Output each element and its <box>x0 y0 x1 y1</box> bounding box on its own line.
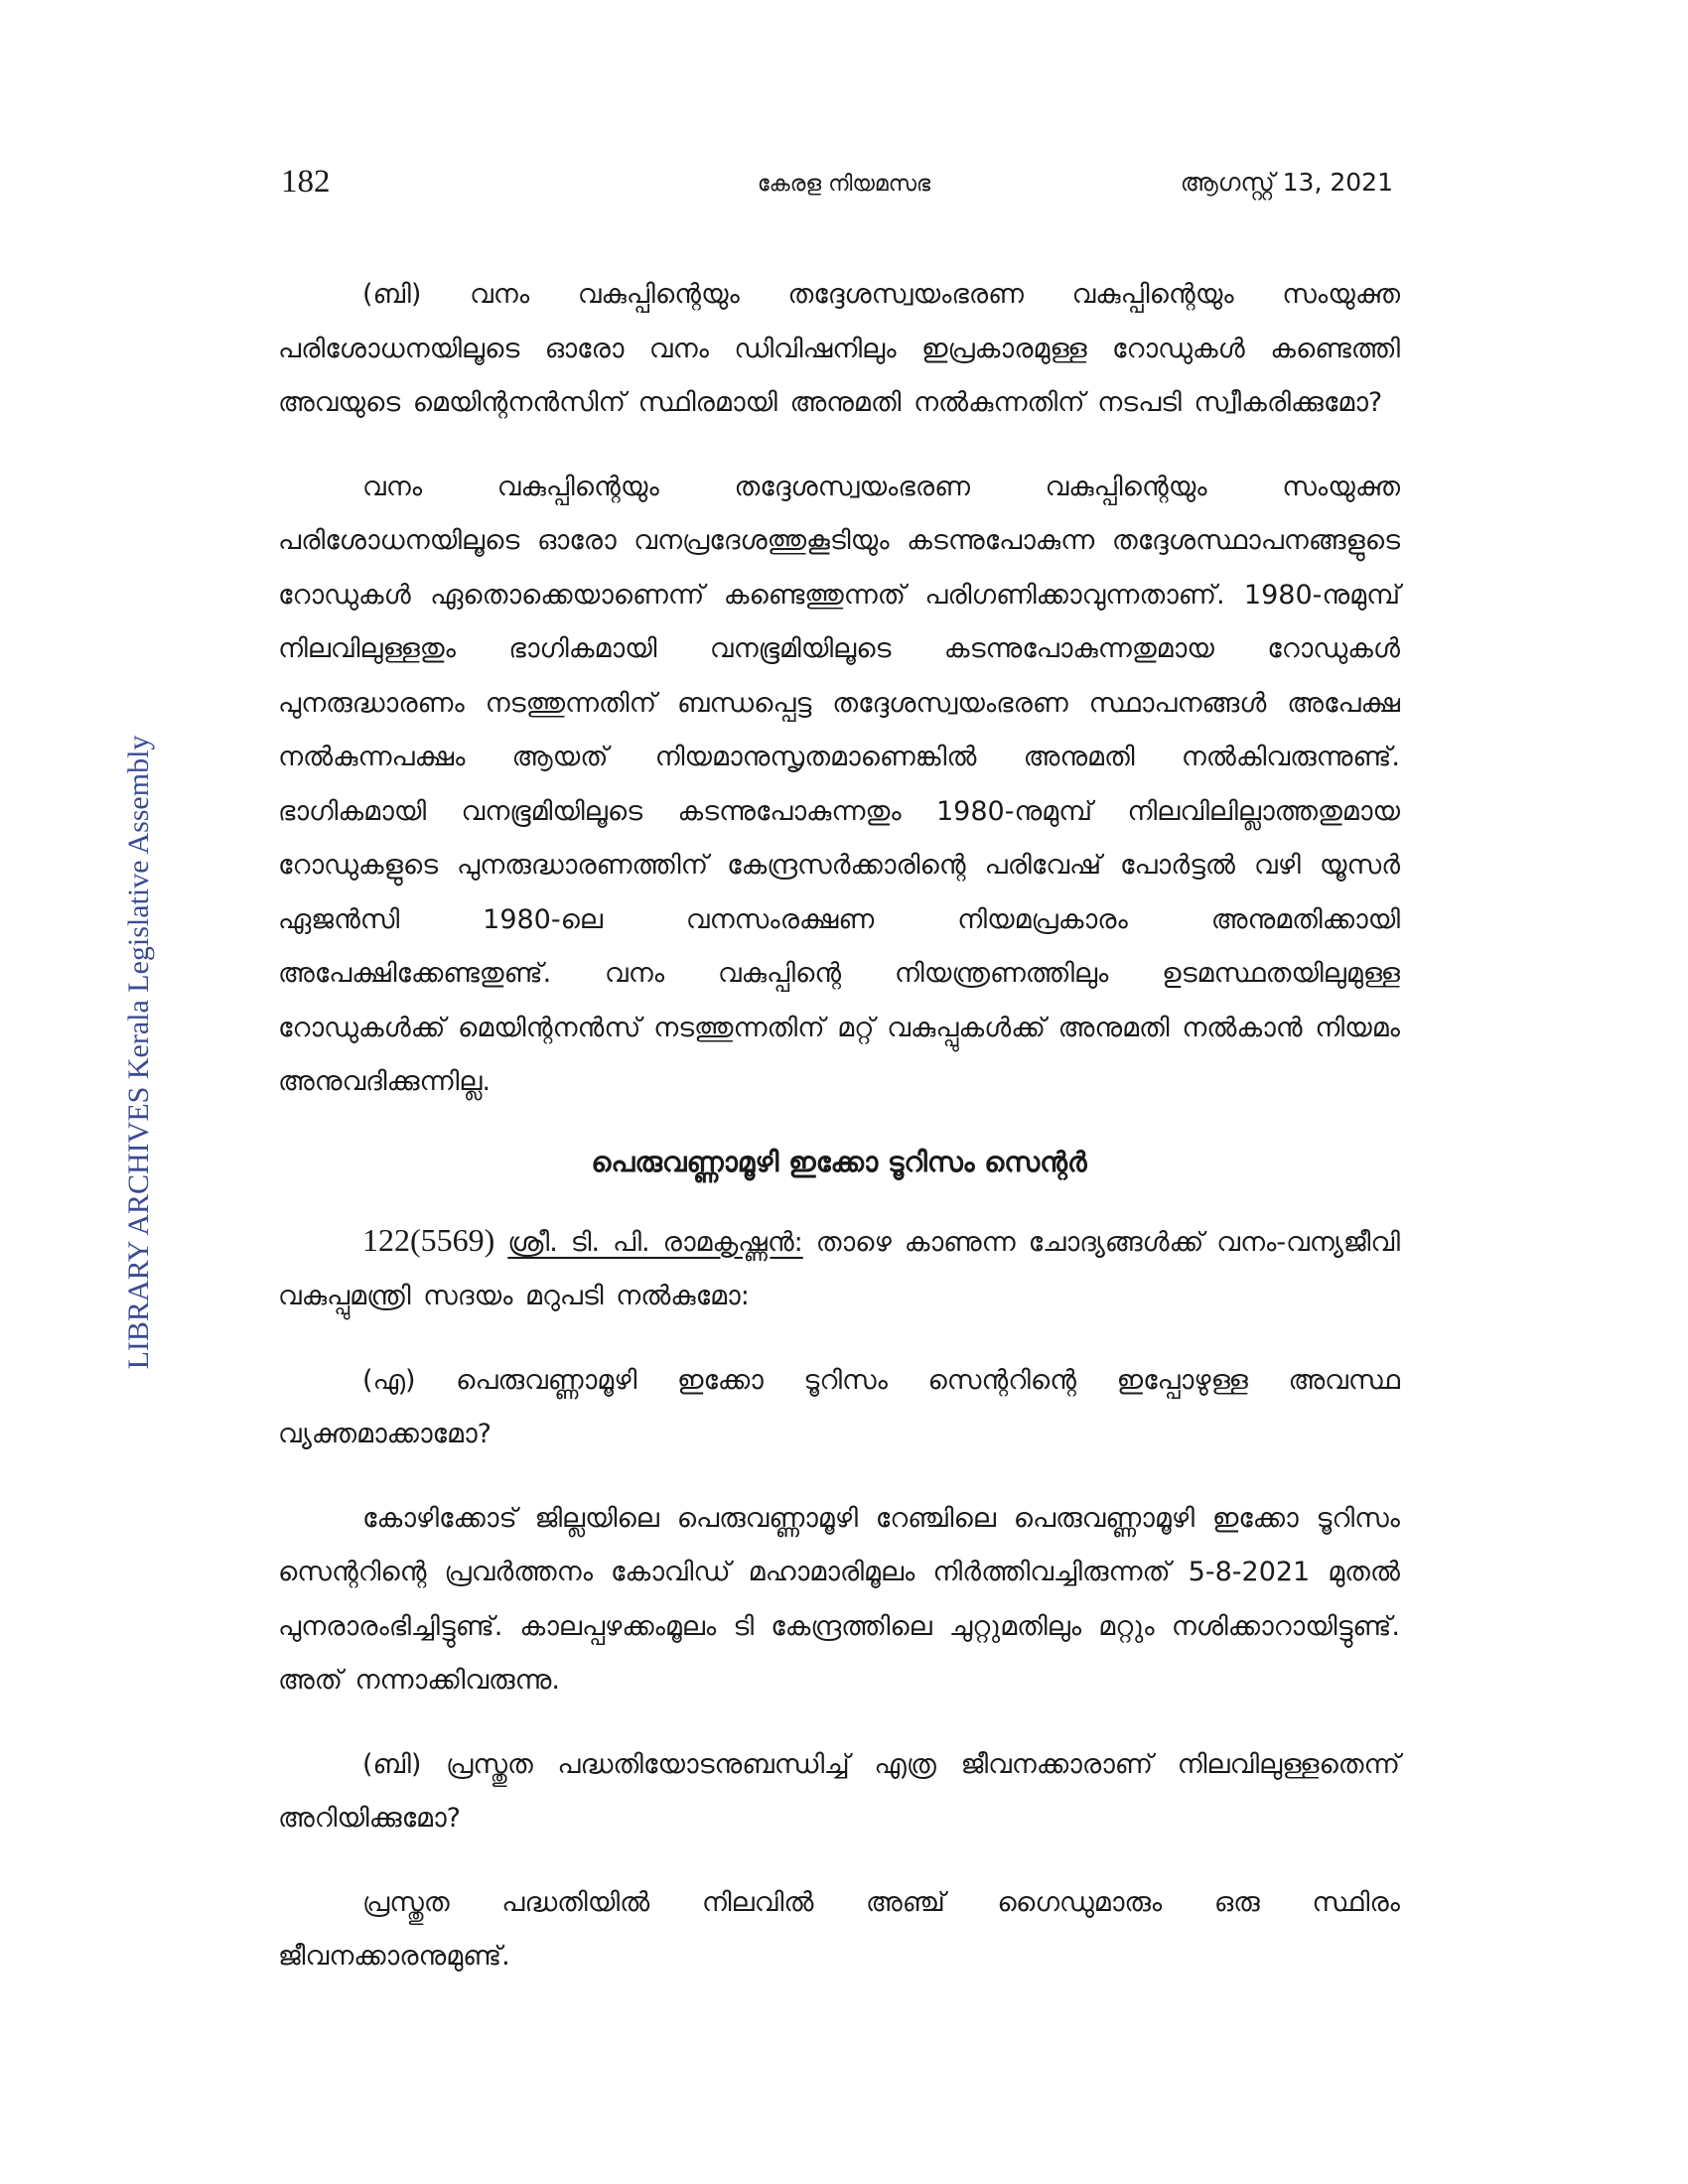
member-name: ശ്രീ. ടി. പി. രാമകൃഷ്ണൻ: <box>507 1226 803 1258</box>
question-intro <box>278 1213 1400 1324</box>
question-b-maintenance: (ബി) വനം വകുപ്പിന്റെയും തദ്ദേശസ്വയംഭരണ വകുപ്പിന്റെയും സംയുക്ത പരിശോധനയിലൂടെ ഓരോ വനം ഡിവിഷനിലും ഇപ്രകാരമുള്ള റോഡുകൾ കണ്ടെത്തി അവയുടെ മെയിന്റനൻസിന് സ്ഥിരമായി അനുമതി നൽകുന്നതിന് നടപടി സ്വീകരിക്കുമോ? <box>278 279 1400 418</box>
answer-b-staff: പ്രസ്തുത പദ്ധതിയിൽ നിലവിൽ അഞ്ച് ഗൈഡുമാരും ഒരു സ്ഥിരം ജീവനക്കാരനുമുണ്ട്. <box>278 1886 1400 1972</box>
header-date: ആഗസ്റ്റ് 13, 2021 <box>1180 168 1393 197</box>
question-intro-text: താഴെ കാണുന്ന ചോദ്യങ്ങൾക്ക് വനം-വന്യജീവി വകുപ്പുമന്ത്രി സദയം മറുപടി നൽകുമോ: <box>278 1226 1400 1311</box>
section-heading: പെരുവണ്ണാമൂഴി ഇക്കോ ടൂറിസം സെന്റർ <box>591 1145 1087 1178</box>
question-a-status: (എ) പെരുവണ്ണാമൂഴി ഇക്കോ ടൂറിസം സെന്ററിന്റെ ഇപ്പോഴുള്ള അവസ്ഥ വ്യക്തമാക്കാമോ? <box>278 1364 1400 1449</box>
page-number: 182 <box>281 164 331 200</box>
question-number: 122(5569) <box>362 1221 495 1258</box>
running-title: കേരള നിയമസഭ <box>757 172 931 197</box>
library-archives-watermark: LIBRARY ARCHIVES Kerala Legislative Assembly <box>122 735 155 1370</box>
page-header <box>0 164 1688 213</box>
document-body <box>278 268 1400 1984</box>
question-b-staff: (ബി) പ്രസ്തുത പദ്ധതിയോടനുബന്ധിച്ച് എത്ര ജീവനക്കാരാണ് നിലവിലുള്ളതെന്ന് അറിയിക്കുമോ? <box>278 1748 1400 1834</box>
answer-b-maintenance: വനം വകുപ്പിന്റെയും തദ്ദേശസ്വയംഭരണ വകുപ്പിന്റെയും സംയുക്ത പരിശോധനയിലൂടെ ഓരോ വനപ്രദേശത്തുകൂടിയും കടന്നുപോകുന്ന തദ്ദേശസ്ഥാപനങ്ങളുടെ റോഡുകൾ ഏതൊക്കെയാണെന്ന് കണ്ടെത്തുന്നത് പരിഗണിക്കാവുന്നതാണ്. 1980-നുമുമ്പ് നിലവിലുള്ളതും ഭാഗികമായി വനഭൂമിയിലൂടെ കടന്നുപോകുന്നതുമായ റോഡുകൾ പുനരുദ്ധാരണം നടത്തുന്നതിന് ബന്ധപ്പെട്ട തദ്ദേശസ്വയംഭരണ സ്ഥാപനങ്ങൾ അപേക്ഷ നൽകുന്നപക്ഷം ആയത് നിയമാനുസൃതമാണെങ്കിൽ അനുമതി നൽകിവരുന്നുണ്ട്. ഭാഗികമായി വനഭൂമിയിലൂടെ കടന്നുപോകുന്നതും 1980-നുമുമ്പ് നിലവിലില്ലാത്തതുമായ റോഡുകളുടെ പുനരുദ്ധാരണത്തിന് കേന്ദ്രസർക്കാരിന്റെ പരിവേഷ് പോർട്ടൽ വഴി യൂസർ ഏജൻസി 1980-ലെ വനസംരക്ഷണ നിയമപ്രകാരം അനുമതിക്കായി അപേക്ഷിക്കേണ്ടതുണ്ട്. വനം വകുപ്പിന്റെ നിയന്ത്രണത്തിലും ഉടമസ്ഥതയിലുമുള്ള റോഡുകൾക്ക് മെയിന്റനൻസ് നടത്തുന്നതിന് മറ്റ് വകുപ്പുകൾക്ക് അനുമതി നൽകാൻ നിയമം അനുവദിക്കുന്നില്ല. <box>278 471 1400 1097</box>
answer-a-status: കോഴിക്കോട് ജില്ലയിലെ പെരുവണ്ണാമൂഴി റേഞ്ചിലെ പെരുവണ്ണാമൂഴി ഇക്കോ ടൂറിസം സെന്ററിന്റെ പ്രവർത്തനം കോവിഡ് മഹാമാരിമൂലം നിർത്തിവച്ചിരുന്നത് 5-8-2021 മുതൽ പുനരാരംഭിച്ചിട്ടുണ്ട്. കാലപ്പഴക്കംമൂലം ടി കേന്ദ്രത്തിലെ ചുറ്റുമതിലും മറ്റും നശിക്കാറായിട്ടുണ്ട്. അത് നന്നാക്കിവരുന്നു. <box>278 1502 1400 1696</box>
